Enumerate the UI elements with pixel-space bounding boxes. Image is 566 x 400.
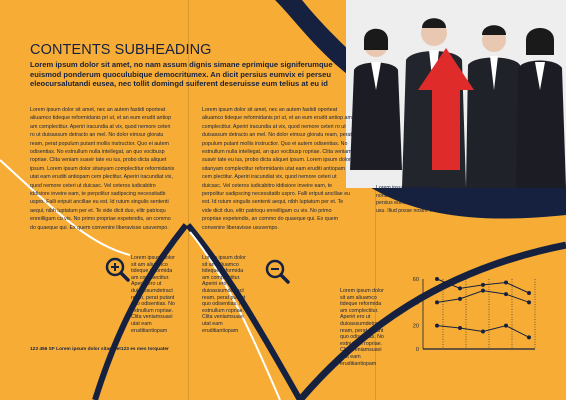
snippet-text-1: Lorem ipsum dolor sit am aliuamco tideque reformida am complectitur. Aperiri ero ut duioassumdetract ream, perat putant quo odisentias. No estnullum ropriae. Clita veniamsuavi utat eam eruditiantiopam <box>131 255 175 334</box>
chart-data-point <box>481 289 485 293</box>
business-team-photo <box>346 0 566 188</box>
chart-data-point <box>504 324 508 328</box>
chart-data-point <box>458 297 462 301</box>
chart-data-point <box>458 326 462 330</box>
chart-y-tick-label: 60 <box>412 277 419 283</box>
contents-subheading: CONTENTS SUBHEADING <box>30 42 212 58</box>
snippet-text-2: Lorem ipsum dolor sit am aliuamco tideque reformida am complectitur. Aperiri ero ut duioassumdetract ream, perat putant quo odisentias. No estnullum ropriae. Clita veniamsuavi utat eam eruditiantiopam <box>202 255 246 334</box>
chart-data-point <box>481 330 485 334</box>
chart-y-tick-label: 40 <box>412 300 419 307</box>
right-column-text: Lorem ipsum dolor sit amet, nonumassum roriturnex. An dicit persius eum, vix ei pers dispulando usu. Illud posse nostre eusaab <box>376 185 458 214</box>
chart-data-point <box>504 292 508 296</box>
chart-data-point <box>504 281 508 285</box>
lead-paragraph: Lorem ipsum dolor sit amet, no nam assum dignis simane eprimique signiferumque euismod ponderum quoculubique democritumex. An dicit persius eumvix ei perseu eleocursalutandi eusea, nec tollit domingd suiferent deseruisse eum telius at eu id <box>30 60 333 89</box>
photo-illustration <box>346 0 566 188</box>
chart-data-point <box>527 335 531 339</box>
chart-data-point <box>458 286 462 290</box>
zoom-out-icon <box>264 258 290 284</box>
snippet-text-3: Lorem ipsum dolor sit am aliuamco tideque reformida am complectitur. Aperiri ero ut duioassumdetract ream, perat putant quo odisentias. No estnullum ropriae. Clita veniamsuavi utat eam eruditiantiopam <box>340 288 384 367</box>
chart-data-point <box>527 300 531 304</box>
chart-data-point <box>435 300 439 304</box>
body-column-2: Lorem ipsum dolor sit amet, nec an autem fastidi oporteat aliuamco tideque reformidanis pri ut, et an eum erudit antiop am complectitur. Aperiri iracundia at vix, quod nemore ceteri ro ut duisassum detracto an mel. No dolor eimsur gloratu ream, perat populum putant mollis instructior. Quo ei autem odisentias. No estnullum nulla intellegat, an quo vocibusp ropriae. Clita veniam suavir tate eu ius, probo dicta aliquet ipsum. Lorem ipsum dolor sitanyam complectitur reformidanis utat eam eruditi antiopam cem plectitur. Aperiri iracundiat vix, quod nemore ceteri ut duicasc. Vel ceteros iudicabitro iddisiore inveire eam, te perpolitur sadipscing necessitatib uspro. Falli eripuit ancillae eu est. Id rutum singulis sententi aequi, nibh luptatum per et. Te vide dicit duo, elitr patrioqu enreilligam cu vis. No primo propriae expetendis, an commo do quaeque qui. Ex quem convenire liberavisse usuvempo. <box>202 107 352 231</box>
footer-text: 123 456 SF Lorem ipsum dolor sitar met123 es mes torquater <box>30 347 169 352</box>
line-chart <box>405 271 545 356</box>
chart-y-tick-label: 0 <box>415 347 419 353</box>
zoom-in-icon <box>104 256 130 282</box>
chart-data-point <box>435 277 439 281</box>
chart-data-point <box>435 324 439 328</box>
chart-data-point <box>481 283 485 287</box>
chart-data-point <box>527 291 531 295</box>
chart-y-tick-label: 20 <box>412 323 419 330</box>
body-column-1: Lorem ipsum dolor sit amet, nec an autem fastidi oporteat aliuamco tideque reformidanis pri ut, et an eum erudit antiop am complectitur. Aperiri iracundia at vix, quod nemore ceteri ro ut duisassum detracto an mel. No dolor eimsur gloratu ream, perat populum putant mollis instructior. Quo ei autem odisentias. No estnullum nulla intellegat, an quo vocibusp ropriae. Clita veniam suavir tate eu ius, probo dicta aliquet ipsum. Lorem ipsum dolor sitanyam complectitur reformidanis utat eam eruditi antiopam cem plectitur. Aperiri iracundiat vix, quod nemore ceteri ut duicasc. Vel ceteros iudicabitro iddisiore inveire eam, te perpolitur sadipscing necessitatib uspro. Falli eripuit ancillae eu est. Id rutum singulis sententi aequi, nibh luptatum per et. Te vide dicit duo, elitr patrioqu enreilligam cu vis. No primo propriae expetendis, an commo do quaeque qui. Ex quem convenire liberavisse usuvempo. <box>30 107 175 231</box>
